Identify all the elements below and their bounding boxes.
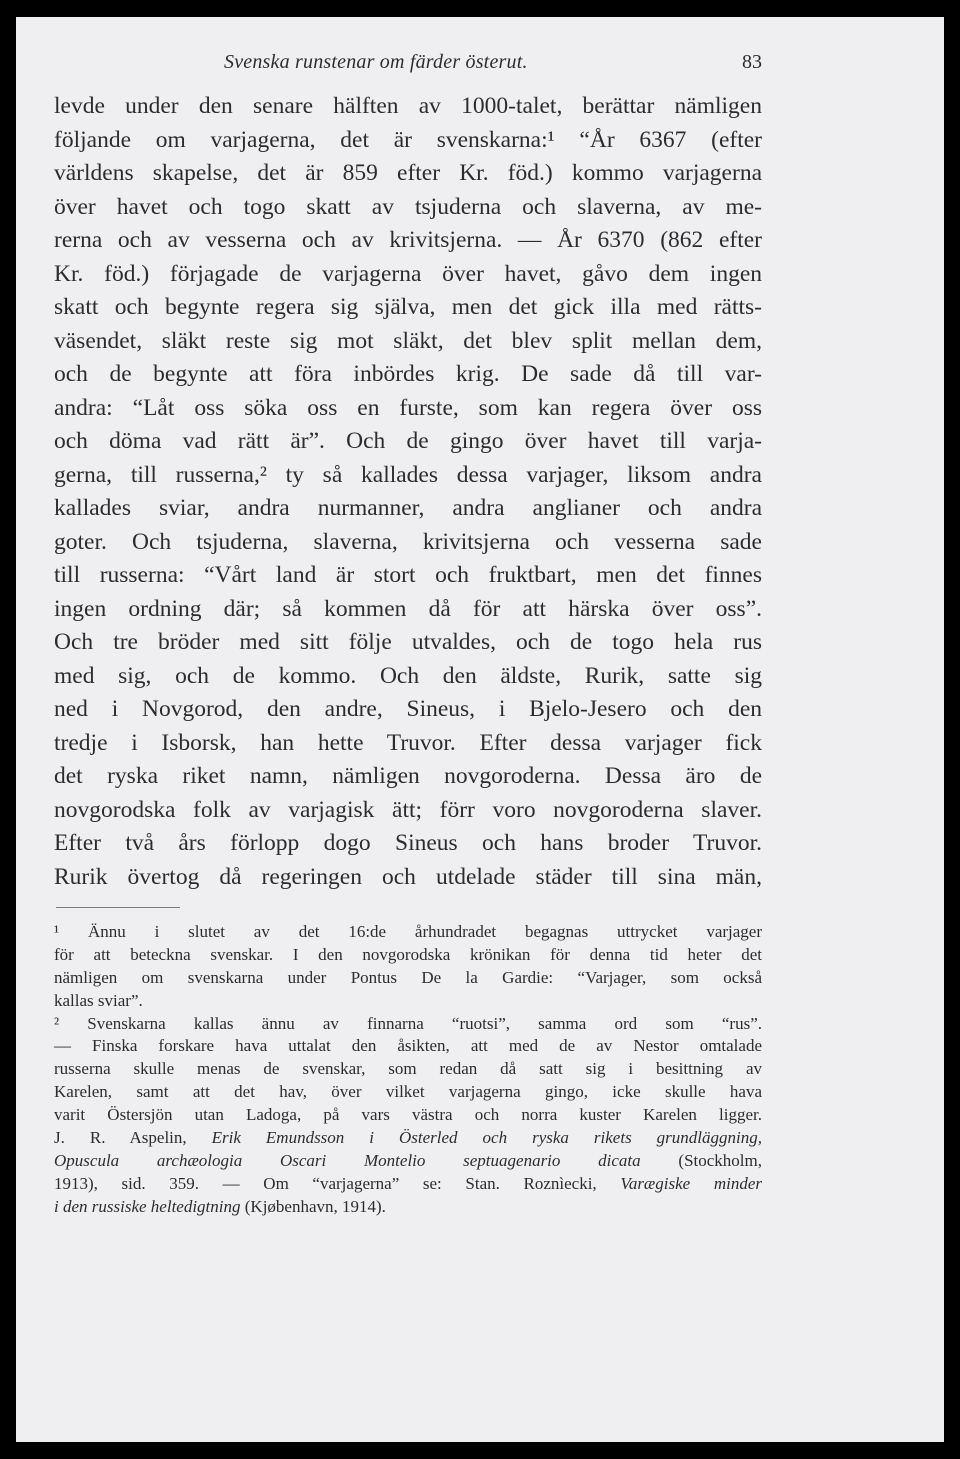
footnotes xyxy=(54,921,762,1219)
citation-publisher: (Kjøbenhavn, 1914). xyxy=(240,1196,386,1216)
footnote-2-line: russerna skulle menas de svenskar, som redan då satt sig i besittning av xyxy=(54,1059,762,1079)
book-page xyxy=(16,17,944,1442)
text-line: novgorodska folk av varjagisk ätt; förr voro novgoroderna slaver. xyxy=(54,796,762,823)
text-line: andra: “Låt oss söka oss en furste, som kan regera över oss xyxy=(54,394,762,421)
text-line: Kr. föd.) förjagade de varjagerna över havet, gåvo dem ingen xyxy=(54,260,762,287)
footnote-1-line: ¹ Ännu i slutet av det 16:de århundradet begagnas uttrycket varjager xyxy=(54,922,762,941)
text-line: över havet och togo skatt av tsjuderna och slaverna, av me- xyxy=(54,193,762,220)
text-line: världens skapelse, det är 859 efter Kr. föd.) kommo varjagerna xyxy=(54,160,762,186)
text-line: ingen ordning där; så kommen då för att härska över oss”. xyxy=(54,595,762,622)
text-line: med sig, och de kommo. Och den äldste, Rurik, satte sig xyxy=(54,662,762,689)
text-line: och de begynte att föra inbördes krig. De sade då till var- xyxy=(54,361,762,387)
text-line: väsendet, släkt reste sig mot släkt, det blev split mellan dem, xyxy=(54,327,762,354)
text-line: Efter två års förlopp dogo Sineus och hans broder Truvor. xyxy=(54,830,762,856)
text-line: följande om varjagerna, det är svenskarna:¹ “År 6367 (efter xyxy=(54,126,762,153)
text-line: ned i Novgorod, den andre, Sineus, i Bjelo-Jesero och den xyxy=(54,696,762,722)
page-number: 83 xyxy=(742,51,762,73)
text-line: goter. Och tsjuderna, slaverna, krivitsjerna och vesserna sade xyxy=(54,528,762,555)
text-line: till russerna: “Vårt land är stort och fruktbart, men det finnes xyxy=(54,562,762,588)
footnote-2-citation-line xyxy=(54,1173,762,1196)
citation-author: J. R. Aspelin, xyxy=(54,1128,212,1148)
page-header xyxy=(224,51,762,81)
main-text xyxy=(54,90,762,894)
footnote-1-line: kallas sviar”. xyxy=(54,990,143,1010)
text-line: tredje i Isborsk, han hette Truvor. Efter dessa varjager fick xyxy=(54,729,762,756)
footnote-2-line: — Finska forskare hava uttalat den åsikten, att med de av Nestor omtalade xyxy=(54,1036,762,1056)
footnote-2-line: varit Östersjön utan Ladoga, på vars västra och norra kuster Karelen ligger. xyxy=(54,1105,762,1125)
citation-publisher: (Stockholm, xyxy=(640,1150,762,1170)
text-line: rerna och av vesserna och av krivitsjerna. — År 6370 (862 efter xyxy=(54,227,762,253)
footnote-2-citation-line xyxy=(54,1196,762,1219)
footnote-2-citation-line xyxy=(54,1127,762,1150)
citation-title: Opuscula archæologia Oscari Montelio septuagenario dicata xyxy=(54,1150,641,1170)
text-line: och döma vad rätt är”. Och de gingo över havet till varja- xyxy=(54,428,762,454)
footnote-divider xyxy=(56,907,180,908)
footnote-2-line: Karelen, samt att det hav, över vilket varjagerna gingo, icke skulle hava xyxy=(54,1082,762,1102)
text-line: Och tre bröder med sitt följe utvaldes, och de togo hela rus xyxy=(54,629,762,655)
text-line: skatt och begynte regera sig själva, men det gick illa med rätts- xyxy=(54,294,762,320)
citation-title: i den russiske heltedigtning xyxy=(54,1196,241,1216)
footnote-1-line: nämligen om svenskarna under Pontus De la Gardie: “Varjager, som också xyxy=(54,967,762,987)
text-line: levde under den senare hälften av 1000-talet, berättar nämligen xyxy=(54,93,762,119)
footnote-2-citation-line xyxy=(54,1150,762,1173)
text-line: det ryska riket namn, nämligen novgoroderna. Dessa äro de xyxy=(54,763,762,789)
text-line: gerna, till russerna,² ty så kallades dessa varjager, liksom andra xyxy=(54,461,762,488)
footnote-1-line: för att beteckna svenskar. I den novgorodska krönikan för denna tid heter det xyxy=(54,944,762,964)
text-line: kallades sviar, andra nurmanner, andra anglianer och andra xyxy=(54,495,762,521)
running-title: Svenska runstenar om färder österut. xyxy=(224,51,528,73)
citation-title: Varægiske minder xyxy=(620,1173,762,1193)
footnote-2-line: ² Svenskarna kallas ännu av finnarna “ruotsi”, samma ord som “rus”. xyxy=(54,1013,762,1033)
citation-title: Erik Emundsson i Österled och ryska rikets grundläggning, xyxy=(211,1128,762,1148)
text-line: Rurik övertog då regeringen och utdelade städer till sina män, xyxy=(54,863,762,890)
citation-text: 1913), sid. 359. — Om “varjagerna” se: Stan. Roznìecki, xyxy=(54,1173,621,1193)
